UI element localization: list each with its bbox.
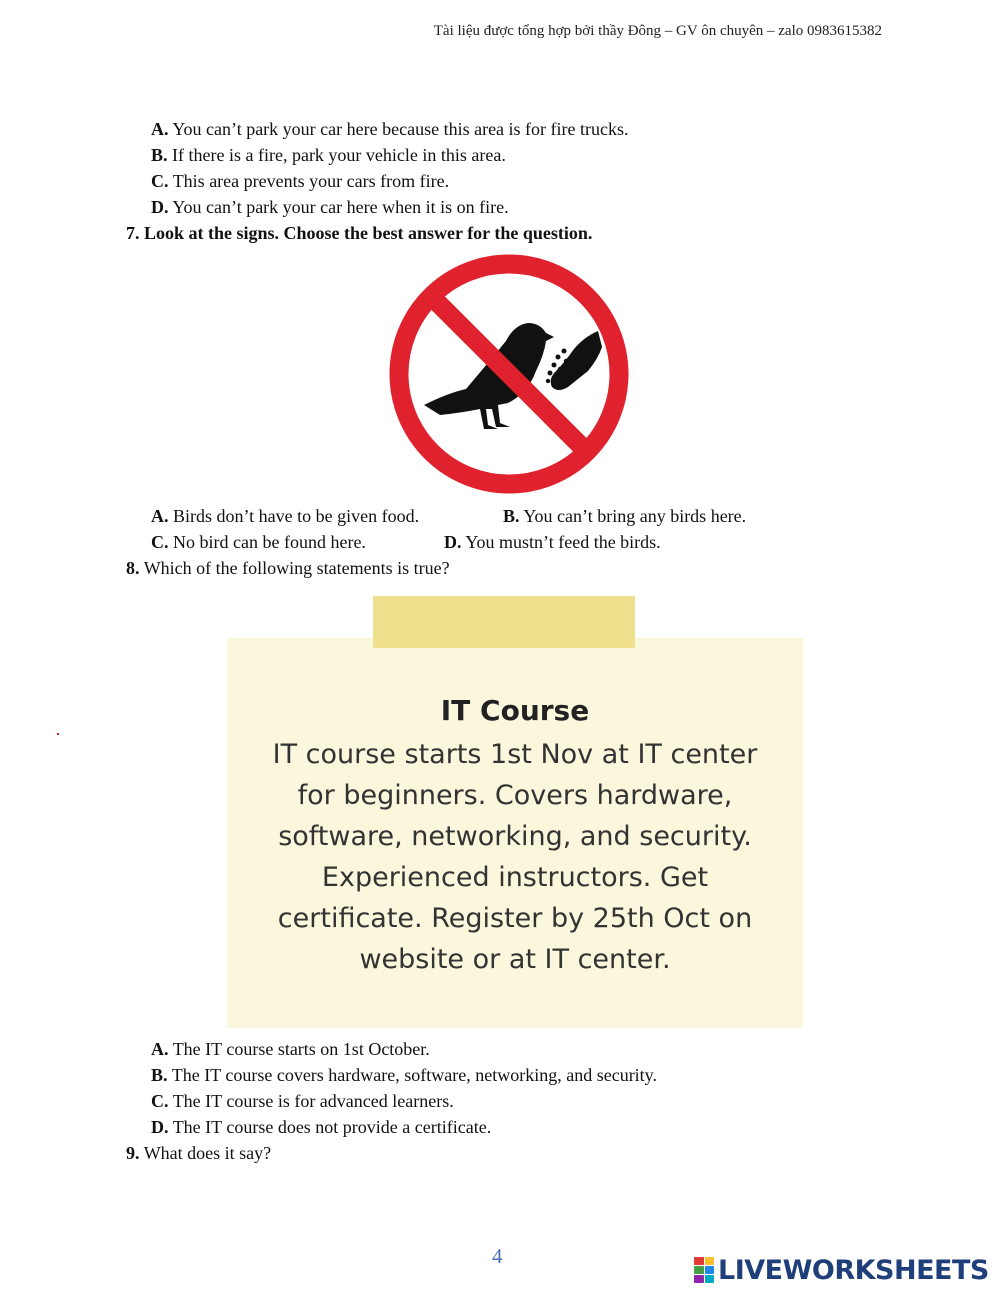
notice-title: IT Course [440, 694, 590, 727]
notice-line: software, networking, and security. [278, 821, 752, 852]
q7-option-b[interactable]: B. You can’t bring any birds here. [503, 506, 747, 526]
q6-option-c[interactable]: C. This area prevents your cars from fire. [151, 171, 450, 191]
q6-option-d[interactable]: D. You can’t park your car here when it is on fire. [151, 197, 509, 217]
q9-prompt: 9. What does it say? [126, 1143, 272, 1163]
it-course-notice [227, 596, 803, 1028]
notice-line: IT course starts 1st Nov at IT center [272, 739, 758, 770]
q8-prompt: 8. Which of the following statements is true? [126, 558, 450, 578]
liveworksheets-logo [694, 1254, 989, 1286]
notice-body [247, 734, 783, 980]
q7-option-c[interactable]: C. No bird can be found here. [151, 532, 366, 552]
q8-option-d[interactable]: D. The IT course does not provide a certificate. [151, 1117, 492, 1137]
page-number: 4 [492, 1244, 503, 1268]
q7-option-d[interactable]: D. You mustn’t feed the birds. [444, 532, 661, 552]
q8-option-c[interactable]: C. The IT course is for advanced learners. [151, 1091, 454, 1111]
notice-line: website or at IT center. [359, 944, 671, 975]
notice-line: certificate. Register by 25th Oct on [277, 903, 753, 934]
q7-prompt: 7. Look at the signs. Choose the best answer for the question. [126, 223, 593, 243]
logo-text: LIVEWORKSHEETS [718, 1254, 989, 1286]
stray-mark [57, 733, 59, 735]
q8-option-b[interactable]: B. The IT course covers hardware, software, networking, and security. [151, 1065, 658, 1085]
notice-line: for beginners. Covers hardware, [297, 780, 733, 811]
q6-option-a[interactable]: A. You can’t park your car here because this area is for fire trucks. [151, 119, 629, 139]
q7-option-a[interactable]: A. Birds don’t have to be given food. [151, 506, 420, 526]
q8-option-a[interactable]: A. The IT course starts on 1st October. [151, 1039, 430, 1059]
notice-line: Experienced instructors. Get [321, 862, 709, 893]
logo-mark-icon [694, 1257, 714, 1283]
no-feeding-birds-sign-icon [388, 253, 630, 495]
q6-option-b[interactable]: B. If there is a fire, park your vehicle in this area. [151, 145, 506, 165]
page-header: Tài liệu được tổng hợp bởi thầy Đông – GV ôn chuyên – zalo 0983615382 [433, 23, 882, 39]
tape-strip [373, 596, 635, 648]
